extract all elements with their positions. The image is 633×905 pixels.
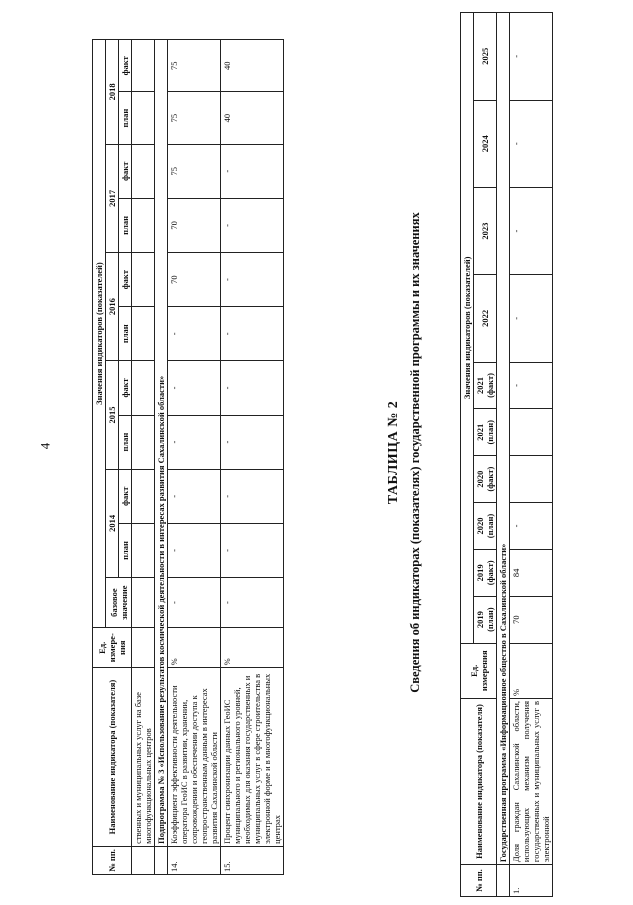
cell-value: - xyxy=(221,253,284,307)
table-row xyxy=(168,40,221,875)
year-header: 2023 xyxy=(474,187,497,274)
cell-value: - xyxy=(221,361,284,415)
program-title: Государственная программа «Информационное общество в Сахалинской области» xyxy=(497,13,510,865)
row-base: - xyxy=(168,578,221,628)
fact-header: факт xyxy=(119,469,132,523)
row-unit: % xyxy=(510,643,553,698)
col-name-header: Наименование индикатора (показателя) xyxy=(461,698,497,864)
fact-header: факт xyxy=(119,40,132,92)
year-header: 2025 xyxy=(474,13,497,101)
year-header: 2021 (факт) xyxy=(474,362,497,409)
year-header: 2017 xyxy=(106,144,119,252)
year-header: 2014 xyxy=(106,469,119,577)
row-name: Коэффициент эффективности деятельности оператора ГеоИС в развитии, хранении, сопровождении и обеспечении доступа к геопространственным данным в интересах развития Сахалинской области xyxy=(168,668,221,847)
table-caption-subtitle: Сведения об индикаторах (показателях) государственной программы и их значениях xyxy=(408,212,422,693)
row-name: Процент синхронизации данных ГеоИС муниципального и регионального уровней, необходимых для оказания государственных и муниципальных услуг в сфере строительства в электронной форме и в многофункциональных центрах xyxy=(221,668,284,847)
cell-value: 84 xyxy=(510,549,553,596)
fact-header: факт xyxy=(119,361,132,415)
year-header: 2016 xyxy=(106,253,119,361)
plan-header: план xyxy=(119,415,132,469)
cell-value: - xyxy=(221,144,284,198)
cell-value: - xyxy=(510,362,553,409)
col-name-header: Наименование индикатора (показателя) xyxy=(93,668,132,847)
fact-header: факт xyxy=(119,253,132,307)
values-group-header: Значения индикаторов (показателей) xyxy=(93,40,106,628)
cell-value: - xyxy=(221,415,284,469)
cell-value: 70 xyxy=(168,198,221,252)
col-num-header: № пп. xyxy=(93,846,132,874)
col-num-header: № пп. xyxy=(461,865,497,897)
cell-value: 75 xyxy=(168,92,221,144)
plan-header: план xyxy=(119,198,132,252)
cell-value xyxy=(510,409,553,456)
col-base-header: базовое значение xyxy=(106,578,132,628)
row-unit: % xyxy=(221,628,284,668)
row-base: - xyxy=(221,578,284,628)
cell-value: - xyxy=(168,469,221,523)
cell-value: - xyxy=(510,503,553,550)
program-row xyxy=(497,13,510,897)
year-header: 2024 xyxy=(474,100,497,187)
cell-value: - xyxy=(221,307,284,361)
year-header: 2019 (факт) xyxy=(474,549,497,596)
year-header: 2018 xyxy=(106,40,119,145)
cell-value: - xyxy=(221,198,284,252)
cell-value: - xyxy=(510,275,553,362)
row-unit: % xyxy=(168,628,221,668)
row-number: 1. xyxy=(510,865,553,897)
row-name: Доля граждан Сахалинской области, использующих механизм получения государственных и муниципальных услуг в электронной xyxy=(510,698,553,864)
cell-value: - xyxy=(510,187,553,274)
cell-value: - xyxy=(221,469,284,523)
col-unit-header: Ед. измерения xyxy=(461,643,497,698)
table-row xyxy=(132,40,155,875)
year-header: 2015 xyxy=(106,361,119,469)
plan-header: план xyxy=(119,307,132,361)
continued-row-text: ственных и муниципальных услуг на базе многофункциональных центров xyxy=(132,668,155,847)
plan-header: план xyxy=(119,92,132,144)
cell-value: - xyxy=(510,100,553,187)
cell-value: 40 xyxy=(221,92,284,144)
cell-value: - xyxy=(168,523,221,577)
cell-value: - xyxy=(510,13,553,101)
cell-value: 75 xyxy=(168,144,221,198)
cell-value: 70 xyxy=(510,596,553,643)
cell-value: 70 xyxy=(168,253,221,307)
year-header: 2019 (план) xyxy=(474,596,497,643)
year-header: 2020 (план) xyxy=(474,503,497,550)
fact-header: факт xyxy=(119,144,132,198)
row-number: 14. xyxy=(168,846,221,874)
cell-value: 40 xyxy=(221,40,284,92)
table-row xyxy=(221,40,284,875)
year-header: 2021 (план) xyxy=(474,409,497,456)
cell-value: - xyxy=(168,361,221,415)
year-header: 2022 xyxy=(474,275,497,362)
page-number: 4 xyxy=(37,442,53,450)
cell-value: - xyxy=(168,307,221,361)
cell-value: 75 xyxy=(168,40,221,92)
table-caption-title: ТАБЛИЦА № 2 xyxy=(386,400,401,505)
col-unit-header: Ед. измере-ния xyxy=(93,628,132,668)
plan-header: план xyxy=(119,523,132,577)
cell-value: - xyxy=(221,523,284,577)
table-row xyxy=(510,13,553,897)
row-number: 15. xyxy=(221,846,284,874)
cell-value: - xyxy=(168,415,221,469)
cell-value xyxy=(510,456,553,503)
values-group-header: Значения индикаторов (показателей) xyxy=(461,13,474,644)
subprogram-row xyxy=(155,40,168,875)
year-header: 2020 (факт) xyxy=(474,456,497,503)
subprogram-title: Подпрограмма № 3 «Использование результатов космической деятельности в интересах развития Сахалинской области» xyxy=(155,40,168,847)
indicator-table-continued xyxy=(92,39,284,875)
indicator-table-2 xyxy=(460,12,553,897)
